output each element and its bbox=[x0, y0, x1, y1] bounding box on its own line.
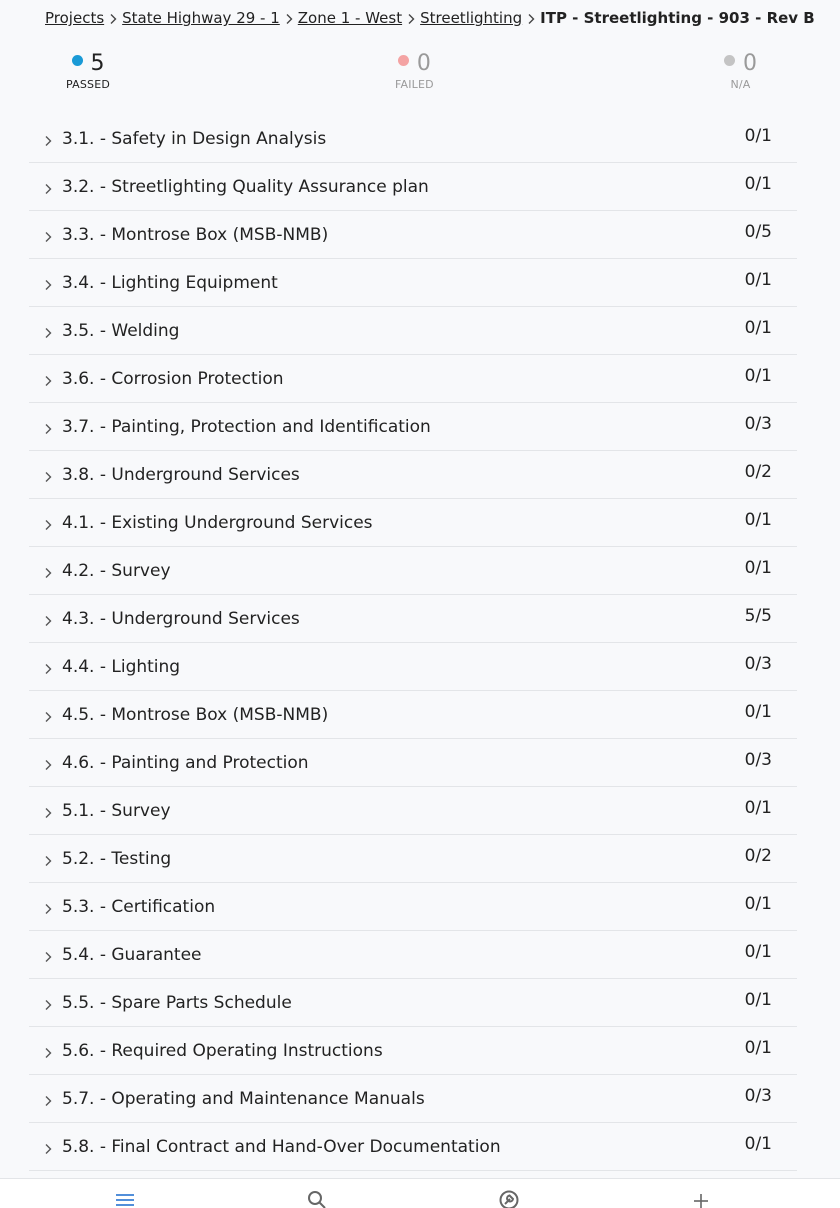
section-count: 0/3 bbox=[744, 654, 772, 674]
section-list bbox=[29, 115, 797, 1171]
section-row[interactable] bbox=[29, 115, 797, 163]
chevron-right-icon bbox=[43, 852, 53, 864]
section-count: 0/1 bbox=[744, 702, 772, 722]
chevron-right-icon bbox=[43, 948, 53, 960]
section-row[interactable] bbox=[29, 835, 797, 883]
chevron-right-icon bbox=[43, 1140, 53, 1152]
section-count: 0/1 bbox=[744, 1134, 772, 1154]
section-row[interactable] bbox=[29, 163, 797, 211]
passed-label: PASSED bbox=[66, 78, 111, 91]
section-row[interactable] bbox=[29, 787, 797, 835]
stat-passed[interactable] bbox=[66, 48, 110, 91]
section-row[interactable] bbox=[29, 979, 797, 1027]
section-count: 0/5 bbox=[744, 222, 772, 242]
section-label: 3.6. - Corrosion Protection bbox=[62, 369, 284, 389]
section-label: 4.4. - Lighting bbox=[62, 657, 181, 677]
chevron-right-icon bbox=[280, 9, 298, 27]
section-label: 3.5. - Welding bbox=[62, 321, 180, 341]
section-label: 4.3. - Underground Services bbox=[62, 609, 300, 629]
section-count: 0/2 bbox=[744, 846, 772, 866]
section-label: 3.2. - Streetlighting Quality Assurance plan bbox=[62, 177, 429, 197]
section-label: 3.8. - Underground Services bbox=[62, 465, 300, 485]
section-count: 0/1 bbox=[744, 1038, 772, 1058]
chevron-right-icon bbox=[43, 1092, 53, 1104]
breadcrumb bbox=[45, 6, 815, 30]
na-dot-icon bbox=[724, 55, 735, 66]
passed-count: 5 bbox=[90, 50, 105, 76]
section-label: 5.4. - Guarantee bbox=[62, 945, 202, 965]
na-label: N/A bbox=[730, 78, 751, 91]
section-count: 5/5 bbox=[744, 606, 772, 626]
section-row[interactable] bbox=[29, 547, 797, 595]
section-count: 0/1 bbox=[744, 894, 772, 914]
breadcrumb-current: ITP - Streetlighting - 903 - Rev B bbox=[540, 9, 815, 27]
section-row[interactable] bbox=[29, 1075, 797, 1123]
chevron-right-icon bbox=[402, 9, 420, 27]
search-icon[interactable] bbox=[305, 1189, 329, 1208]
section-label: 3.3. - Montrose Box (MSB-NMB) bbox=[62, 225, 329, 245]
section-label: 5.3. - Certification bbox=[62, 897, 216, 917]
section-row[interactable] bbox=[29, 451, 797, 499]
section-row[interactable] bbox=[29, 739, 797, 787]
chevron-right-icon bbox=[104, 9, 122, 27]
section-count: 0/1 bbox=[744, 990, 772, 1010]
stat-failed[interactable] bbox=[395, 48, 434, 91]
chevron-right-icon bbox=[43, 372, 53, 384]
section-row[interactable] bbox=[29, 595, 797, 643]
tools-icon[interactable] bbox=[497, 1189, 521, 1208]
section-row[interactable] bbox=[29, 931, 797, 979]
section-label: 3.7. - Painting, Protection and Identification bbox=[62, 417, 431, 437]
failed-dot-icon bbox=[398, 55, 409, 66]
section-row[interactable] bbox=[29, 643, 797, 691]
section-row[interactable] bbox=[29, 259, 797, 307]
section-row[interactable] bbox=[29, 211, 797, 259]
add-icon[interactable] bbox=[689, 1189, 713, 1208]
section-row[interactable] bbox=[29, 883, 797, 931]
section-count: 0/3 bbox=[744, 1086, 772, 1106]
section-label: 5.5. - Spare Parts Schedule bbox=[62, 993, 292, 1013]
breadcrumb-project[interactable]: State Highway 29 - 1 bbox=[122, 9, 280, 27]
section-label: 5.2. - Testing bbox=[62, 849, 172, 869]
section-count: 0/1 bbox=[744, 942, 772, 962]
section-count: 0/1 bbox=[744, 174, 772, 194]
breadcrumb-zone[interactable]: Zone 1 - West bbox=[297, 9, 403, 27]
section-row[interactable] bbox=[29, 691, 797, 739]
chevron-right-icon bbox=[43, 180, 53, 192]
bottom-nav bbox=[0, 1178, 840, 1208]
na-count: 0 bbox=[743, 50, 757, 76]
chevron-right-icon bbox=[43, 468, 53, 480]
chevron-right-icon bbox=[43, 996, 53, 1008]
section-row[interactable] bbox=[29, 1123, 797, 1171]
section-label: 3.1. - Safety in Design Analysis bbox=[62, 129, 327, 149]
section-label: 4.5. - Montrose Box (MSB-NMB) bbox=[62, 705, 329, 725]
section-label: 5.1. - Survey bbox=[62, 801, 171, 821]
section-count: 0/3 bbox=[744, 414, 772, 434]
chevron-right-icon bbox=[43, 612, 53, 624]
chevron-right-icon bbox=[43, 420, 53, 432]
chevron-right-icon bbox=[43, 324, 53, 336]
chevron-right-icon bbox=[43, 756, 53, 768]
chevron-right-icon bbox=[43, 516, 53, 528]
section-count: 0/1 bbox=[744, 558, 772, 578]
menu-icon[interactable] bbox=[113, 1189, 137, 1208]
section-count: 0/1 bbox=[744, 270, 772, 290]
section-label: 4.2. - Survey bbox=[62, 561, 171, 581]
section-count: 0/1 bbox=[744, 366, 772, 386]
section-count: 0/1 bbox=[744, 126, 772, 146]
chevron-right-icon bbox=[522, 9, 540, 27]
breadcrumb-projects[interactable]: Projects bbox=[45, 9, 105, 27]
section-row[interactable] bbox=[29, 1027, 797, 1075]
section-label: 5.6. - Required Operating Instructions bbox=[62, 1041, 383, 1061]
section-row[interactable] bbox=[29, 499, 797, 547]
section-row[interactable] bbox=[29, 403, 797, 451]
failed-count: 0 bbox=[416, 50, 431, 76]
failed-label: FAILED bbox=[395, 78, 434, 91]
passed-dot-icon bbox=[72, 55, 83, 66]
section-count: 0/1 bbox=[744, 318, 772, 338]
section-count: 0/3 bbox=[744, 750, 772, 770]
section-label: 5.7. - Operating and Maintenance Manuals bbox=[62, 1089, 425, 1109]
section-label: 3.4. - Lighting Equipment bbox=[62, 273, 278, 293]
chevron-right-icon bbox=[43, 564, 53, 576]
section-count: 0/2 bbox=[744, 462, 772, 482]
section-count: 0/1 bbox=[744, 798, 772, 818]
stat-na[interactable] bbox=[724, 48, 757, 91]
section-count: 0/1 bbox=[744, 510, 772, 530]
chevron-right-icon bbox=[43, 804, 53, 816]
section-row[interactable] bbox=[29, 307, 797, 355]
chevron-right-icon bbox=[43, 228, 53, 240]
chevron-right-icon bbox=[43, 1044, 53, 1056]
section-label: 4.6. - Painting and Protection bbox=[62, 753, 309, 773]
chevron-right-icon bbox=[43, 276, 53, 288]
chevron-right-icon bbox=[43, 132, 53, 144]
section-label: 4.1. - Existing Underground Services bbox=[62, 513, 373, 533]
breadcrumb-discipline[interactable]: Streetlighting bbox=[420, 9, 523, 27]
chevron-right-icon bbox=[43, 660, 53, 672]
chevron-right-icon bbox=[43, 708, 53, 720]
section-label: 5.8. - Final Contract and Hand-Over Documentation bbox=[62, 1137, 501, 1157]
chevron-right-icon bbox=[43, 900, 53, 912]
section-row[interactable] bbox=[29, 355, 797, 403]
